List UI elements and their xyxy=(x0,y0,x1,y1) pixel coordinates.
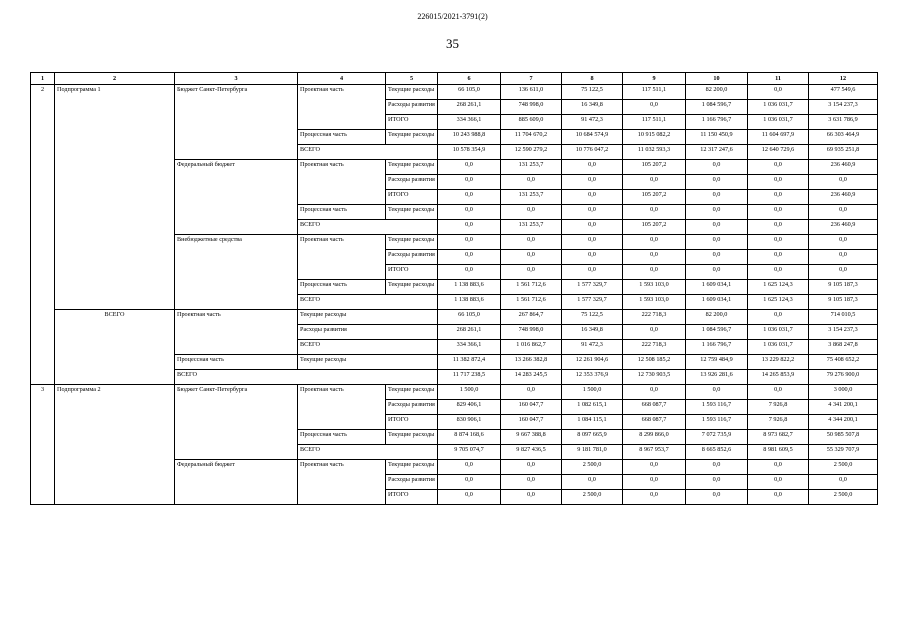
value-cell: 91 472,3 xyxy=(562,115,623,130)
value-cell: 0,0 xyxy=(686,265,748,280)
value-cell: 1 500,0 xyxy=(562,385,623,400)
value-cell: 4 344 200,1 xyxy=(809,415,878,430)
row-label-col5: Расходы развития xyxy=(386,250,438,265)
value-cell: 105 207,2 xyxy=(623,190,686,205)
value-cell: 2 500,0 xyxy=(809,460,878,475)
value-cell: 0,0 xyxy=(438,475,501,490)
value-cell: 1 593 103,0 xyxy=(623,280,686,295)
value-cell: 3 154 237,3 xyxy=(809,325,878,340)
row-label-col3: Внебюджетные средства xyxy=(175,235,298,310)
value-cell: 1 577 329,7 xyxy=(562,295,623,310)
value-cell: 1 593 103,0 xyxy=(623,295,686,310)
value-cell: 668 087,7 xyxy=(623,415,686,430)
value-cell: 268 261,1 xyxy=(438,100,501,115)
row-label-col5: Текущие расходы xyxy=(386,460,438,475)
row-label-col4: ВСЕГО xyxy=(298,445,438,460)
value-cell: 9 105 187,3 xyxy=(809,280,878,295)
value-cell: 1 138 883,6 xyxy=(438,280,501,295)
row-label-col4: Процессная часть xyxy=(298,280,386,295)
value-cell: 105 207,2 xyxy=(623,220,686,235)
value-cell: 82 200,0 xyxy=(686,85,748,100)
value-cell: 8 973 682,7 xyxy=(748,430,809,445)
value-cell: 0,0 xyxy=(686,220,748,235)
value-cell: 222 718,3 xyxy=(623,310,686,325)
value-cell: 11 150 450,9 xyxy=(686,130,748,145)
value-cell: 0,0 xyxy=(562,235,623,250)
table-row xyxy=(31,310,878,325)
value-cell: 0,0 xyxy=(686,490,748,505)
row-label-col4: Проектная часть xyxy=(298,160,386,205)
value-cell: 0,0 xyxy=(686,460,748,475)
value-cell: 131 253,7 xyxy=(501,220,562,235)
value-cell: 0,0 xyxy=(562,190,623,205)
value-cell: 0,0 xyxy=(748,220,809,235)
value-cell: 0,0 xyxy=(686,385,748,400)
value-cell: 0,0 xyxy=(438,190,501,205)
value-cell: 0,0 xyxy=(438,250,501,265)
value-cell: 55 329 707,9 xyxy=(809,445,878,460)
value-cell: 1 036 031,7 xyxy=(748,100,809,115)
value-cell: 160 047,7 xyxy=(501,415,562,430)
value-cell: 0,0 xyxy=(438,175,501,190)
row-label-col4: ВСЕГО xyxy=(298,340,438,355)
value-cell: 8 299 866,0 xyxy=(623,430,686,445)
value-cell: 1 016 862,7 xyxy=(501,340,562,355)
value-cell: 0,0 xyxy=(623,205,686,220)
value-cell: 136 611,0 xyxy=(501,85,562,100)
value-cell: 0,0 xyxy=(748,385,809,400)
value-cell: 3 000,0 xyxy=(809,385,878,400)
value-cell: 0,0 xyxy=(501,490,562,505)
value-cell: 1 166 796,7 xyxy=(686,115,748,130)
value-cell: 0,0 xyxy=(686,475,748,490)
row-label-col5: Текущие расходы xyxy=(386,85,438,100)
value-cell: 0,0 xyxy=(623,490,686,505)
column-header: 11 xyxy=(748,73,809,85)
value-cell: 0,0 xyxy=(748,265,809,280)
value-cell: 13 266 382,8 xyxy=(501,355,562,370)
value-cell: 0,0 xyxy=(623,325,686,340)
value-cell: 0,0 xyxy=(809,175,878,190)
value-cell: 334 366,1 xyxy=(438,340,501,355)
value-cell: 9 181 781,0 xyxy=(562,445,623,460)
value-cell: 0,0 xyxy=(623,235,686,250)
value-cell: 0,0 xyxy=(748,175,809,190)
value-cell: 10 915 082,2 xyxy=(623,130,686,145)
value-cell: 0,0 xyxy=(748,250,809,265)
value-cell: 16 349,8 xyxy=(562,325,623,340)
value-cell: 12 508 185,2 xyxy=(623,355,686,370)
value-cell: 10 776 047,2 xyxy=(562,145,623,160)
value-cell: 0,0 xyxy=(748,490,809,505)
value-cell: 1 609 034,1 xyxy=(686,295,748,310)
value-cell: 0,0 xyxy=(748,85,809,100)
column-header: 9 xyxy=(623,73,686,85)
value-cell: 82 200,0 xyxy=(686,310,748,325)
value-cell: 11 604 697,9 xyxy=(748,130,809,145)
row-label-col4: Процессная часть xyxy=(298,205,386,220)
row-label-col5: Расходы развития xyxy=(386,475,438,490)
value-cell: 12 317 247,6 xyxy=(686,145,748,160)
column-header: 6 xyxy=(438,73,501,85)
value-cell: 1 084 596,7 xyxy=(686,325,748,340)
value-cell: 3 631 786,9 xyxy=(809,115,878,130)
value-cell: 7 072 735,9 xyxy=(686,430,748,445)
value-cell: 8 981 609,5 xyxy=(748,445,809,460)
value-cell: 1 138 883,6 xyxy=(438,295,501,310)
row-label-col5: Текущие расходы xyxy=(386,430,438,445)
value-cell: 0,0 xyxy=(748,235,809,250)
value-cell: 8 874 168,6 xyxy=(438,430,501,445)
value-cell: 222 718,3 xyxy=(623,340,686,355)
value-cell: 0,0 xyxy=(501,385,562,400)
value-cell: 0,0 xyxy=(623,385,686,400)
value-cell: 1 593 116,7 xyxy=(686,400,748,415)
value-cell: 0,0 xyxy=(562,175,623,190)
value-cell: 0,0 xyxy=(809,235,878,250)
document-code: 226015/2021-3791(2) xyxy=(417,12,488,21)
value-cell: 0,0 xyxy=(748,160,809,175)
value-cell: 0,0 xyxy=(686,235,748,250)
value-cell: 13 926 281,6 xyxy=(686,370,748,385)
row-label-col5: Расходы развития xyxy=(386,175,438,190)
value-cell: 7 926,8 xyxy=(748,400,809,415)
value-cell: 1 577 329,7 xyxy=(562,280,623,295)
value-cell: 1 609 034,1 xyxy=(686,280,748,295)
value-cell: 117 511,1 xyxy=(623,85,686,100)
value-cell: 66 105,0 xyxy=(438,85,501,100)
value-cell: 105 207,2 xyxy=(623,160,686,175)
row-label-col3: Процессная часть xyxy=(175,355,298,370)
row-label-col4: Текущие расходы xyxy=(298,355,438,370)
value-cell: 0,0 xyxy=(501,205,562,220)
value-cell: 9 667 388,8 xyxy=(501,430,562,445)
value-cell: 3 154 237,3 xyxy=(809,100,878,115)
row-label-col5: ИТОГО xyxy=(386,190,438,205)
row-label-col4: Расходы развития xyxy=(298,325,438,340)
value-cell: 0,0 xyxy=(623,175,686,190)
value-cell: 0,0 xyxy=(686,250,748,265)
value-cell: 50 985 507,8 xyxy=(809,430,878,445)
row-label-col5: Текущие расходы xyxy=(386,235,438,250)
value-cell: 9 105 187,3 xyxy=(809,295,878,310)
table-row xyxy=(31,385,878,400)
row-label-col4: ВСЕГО xyxy=(298,220,438,235)
value-cell: 0,0 xyxy=(501,250,562,265)
value-cell: 0,0 xyxy=(501,460,562,475)
value-cell: 0,0 xyxy=(562,250,623,265)
value-cell: 0,0 xyxy=(623,265,686,280)
row-label-col5: ИТОГО xyxy=(386,415,438,430)
value-cell: 0,0 xyxy=(686,160,748,175)
value-cell: 1 036 031,7 xyxy=(748,325,809,340)
value-cell: 8 967 953,7 xyxy=(623,445,686,460)
value-cell: 0,0 xyxy=(438,220,501,235)
value-cell: 0,0 xyxy=(748,190,809,205)
column-header: 7 xyxy=(501,73,562,85)
value-cell: 0,0 xyxy=(438,205,501,220)
value-cell: 66 303 464,9 xyxy=(809,130,878,145)
value-cell: 0,0 xyxy=(748,475,809,490)
value-cell: 0,0 xyxy=(809,265,878,280)
value-cell: 13 229 822,2 xyxy=(748,355,809,370)
row-label-col4: Проектная часть xyxy=(298,85,386,130)
row-label-col2: Подпрограмма 2 xyxy=(55,385,175,505)
row-label-col5: ИТОГО xyxy=(386,115,438,130)
value-cell: 131 253,7 xyxy=(501,190,562,205)
value-cell: 10 684 574,9 xyxy=(562,130,623,145)
value-cell: 14 265 853,9 xyxy=(748,370,809,385)
value-cell: 66 105,0 xyxy=(438,310,501,325)
value-cell: 12 759 484,9 xyxy=(686,355,748,370)
value-cell: 0,0 xyxy=(438,265,501,280)
row-label-col5: Расходы развития xyxy=(386,100,438,115)
value-cell: 714 010,5 xyxy=(809,310,878,325)
value-cell: 79 276 900,0 xyxy=(809,370,878,385)
value-cell: 0,0 xyxy=(562,265,623,280)
value-cell: 1 036 031,7 xyxy=(748,115,809,130)
column-header: 8 xyxy=(562,73,623,85)
value-cell: 3 868 247,8 xyxy=(809,340,878,355)
value-cell: 236 460,9 xyxy=(809,190,878,205)
row-label-col1: 2 xyxy=(31,85,55,385)
row-label-col3: ВСЕГО xyxy=(175,370,438,385)
value-cell: 1 036 031,7 xyxy=(748,340,809,355)
value-cell: 0,0 xyxy=(562,220,623,235)
value-cell: 1 625 124,3 xyxy=(748,280,809,295)
value-cell: 1 593 116,7 xyxy=(686,415,748,430)
value-cell: 1 561 712,6 xyxy=(501,295,562,310)
row-label-col3: Проектная часть xyxy=(175,310,298,355)
value-cell: 11 032 593,3 xyxy=(623,145,686,160)
value-cell: 12 640 729,6 xyxy=(748,145,809,160)
value-cell: 0,0 xyxy=(438,490,501,505)
row-label-col3: Бюджет Санкт-Петербурга xyxy=(175,85,298,160)
column-header: 1 xyxy=(31,73,55,85)
row-label-col4: ВСЕГО xyxy=(298,145,438,160)
column-header: 2 xyxy=(55,73,175,85)
value-cell: 0,0 xyxy=(562,205,623,220)
value-cell: 2 500,0 xyxy=(809,490,878,505)
value-cell: 12 590 279,2 xyxy=(501,145,562,160)
value-cell: 0,0 xyxy=(623,250,686,265)
row-label-col3: Федеральный бюджет xyxy=(175,460,298,505)
value-cell: 748 998,0 xyxy=(501,100,562,115)
value-cell: 1 084 596,7 xyxy=(686,100,748,115)
value-cell: 2 500,0 xyxy=(562,490,623,505)
column-header: 12 xyxy=(809,73,878,85)
value-cell: 10 243 988,8 xyxy=(438,130,501,145)
row-label-col4: Процессная часть xyxy=(298,430,386,445)
value-cell: 12 353 376,9 xyxy=(562,370,623,385)
value-cell: 2 500,0 xyxy=(562,460,623,475)
value-cell: 0,0 xyxy=(748,460,809,475)
value-cell: 0,0 xyxy=(623,100,686,115)
value-cell: 334 366,1 xyxy=(438,115,501,130)
value-cell: 131 253,7 xyxy=(501,160,562,175)
row-label-col4: Проектная часть xyxy=(298,235,386,280)
row-label-col5: Текущие расходы xyxy=(386,385,438,400)
row-label-col5: Текущие расходы xyxy=(386,280,438,295)
value-cell: 8 097 665,9 xyxy=(562,430,623,445)
row-label-col4: Проектная часть xyxy=(298,385,386,430)
column-header: 4 xyxy=(298,73,386,85)
value-cell: 0,0 xyxy=(501,235,562,250)
value-cell: 267 864,7 xyxy=(501,310,562,325)
row-label-col3: Федеральный бюджет xyxy=(175,160,298,235)
value-cell: 0,0 xyxy=(686,205,748,220)
value-cell: 12 261 904,6 xyxy=(562,355,623,370)
value-cell: 0,0 xyxy=(809,250,878,265)
value-cell: 0,0 xyxy=(562,160,623,175)
row-label-col5: Текущие расходы xyxy=(386,130,438,145)
row-label-col5: ИТОГО xyxy=(386,490,438,505)
value-cell: 830 906,1 xyxy=(438,415,501,430)
value-cell: 0,0 xyxy=(748,310,809,325)
value-cell: 11 717 238,5 xyxy=(438,370,501,385)
value-cell: 885 609,0 xyxy=(501,115,562,130)
value-cell: 117 511,1 xyxy=(623,115,686,130)
row-label-col4: Процессная часть xyxy=(298,130,386,145)
value-cell: 236 460,9 xyxy=(809,160,878,175)
value-cell: 1 561 712,6 xyxy=(501,280,562,295)
value-cell: 268 261,1 xyxy=(438,325,501,340)
value-cell: 1 082 615,1 xyxy=(562,400,623,415)
value-cell: 829 406,1 xyxy=(438,400,501,415)
value-cell: 0,0 xyxy=(623,460,686,475)
row-label-col5: Расходы развития xyxy=(386,400,438,415)
value-cell: 1 500,0 xyxy=(438,385,501,400)
value-cell: 0,0 xyxy=(438,235,501,250)
row-label-col3: Бюджет Санкт-Петербурга xyxy=(175,385,298,460)
value-cell: 0,0 xyxy=(562,475,623,490)
row-label-col1: 3 xyxy=(31,385,55,505)
value-cell: 7 926,8 xyxy=(748,415,809,430)
value-cell: 748 998,0 xyxy=(501,325,562,340)
value-cell: 0,0 xyxy=(748,205,809,220)
value-cell: 75 408 652,2 xyxy=(809,355,878,370)
page-number: 35 xyxy=(446,36,459,51)
column-header: 5 xyxy=(386,73,438,85)
row-label-col5: ИТОГО xyxy=(386,265,438,280)
row-label-col5: Текущие расходы xyxy=(386,205,438,220)
value-cell: 236 460,9 xyxy=(809,220,878,235)
value-cell: 11 382 872,4 xyxy=(438,355,501,370)
value-cell: 11 704 670,2 xyxy=(501,130,562,145)
value-cell: 9 827 436,5 xyxy=(501,445,562,460)
value-cell: 477 549,6 xyxy=(809,85,878,100)
value-cell: 75 122,5 xyxy=(562,310,623,325)
budget-table xyxy=(30,72,878,505)
value-cell: 0,0 xyxy=(501,475,562,490)
value-cell: 0,0 xyxy=(686,175,748,190)
value-cell: 0,0 xyxy=(623,475,686,490)
value-cell: 0,0 xyxy=(501,265,562,280)
value-cell: 0,0 xyxy=(809,475,878,490)
value-cell: 668 087,7 xyxy=(623,400,686,415)
value-cell: 160 047,7 xyxy=(501,400,562,415)
table-row xyxy=(31,85,878,100)
value-cell: 9 705 074,7 xyxy=(438,445,501,460)
row-label-col4: ВСЕГО xyxy=(298,295,438,310)
column-header: 10 xyxy=(686,73,748,85)
value-cell: 69 935 251,8 xyxy=(809,145,878,160)
value-cell: 1 166 796,7 xyxy=(686,340,748,355)
row-label-col2: ВСЕГО xyxy=(55,310,175,385)
row-label-col4: Текущие расходы xyxy=(298,310,438,325)
value-cell: 0,0 xyxy=(438,160,501,175)
row-label-col4: Проектная часть xyxy=(298,460,386,505)
value-cell: 1 625 124,3 xyxy=(748,295,809,310)
value-cell: 16 349,8 xyxy=(562,100,623,115)
value-cell: 1 084 115,1 xyxy=(562,415,623,430)
column-header: 3 xyxy=(175,73,298,85)
row-label-col2: Подпрограмма 1 xyxy=(55,85,175,310)
value-cell: 10 578 354,9 xyxy=(438,145,501,160)
header-row xyxy=(31,73,878,85)
value-cell: 0,0 xyxy=(438,460,501,475)
value-cell: 91 472,3 xyxy=(562,340,623,355)
value-cell: 75 122,5 xyxy=(562,85,623,100)
value-cell: 0,0 xyxy=(686,190,748,205)
value-cell: 0,0 xyxy=(809,205,878,220)
value-cell: 4 341 200,1 xyxy=(809,400,878,415)
value-cell: 0,0 xyxy=(501,175,562,190)
value-cell: 8 665 852,6 xyxy=(686,445,748,460)
value-cell: 14 283 245,5 xyxy=(501,370,562,385)
value-cell: 12 730 903,5 xyxy=(623,370,686,385)
row-label-col5: Текущие расходы xyxy=(386,160,438,175)
